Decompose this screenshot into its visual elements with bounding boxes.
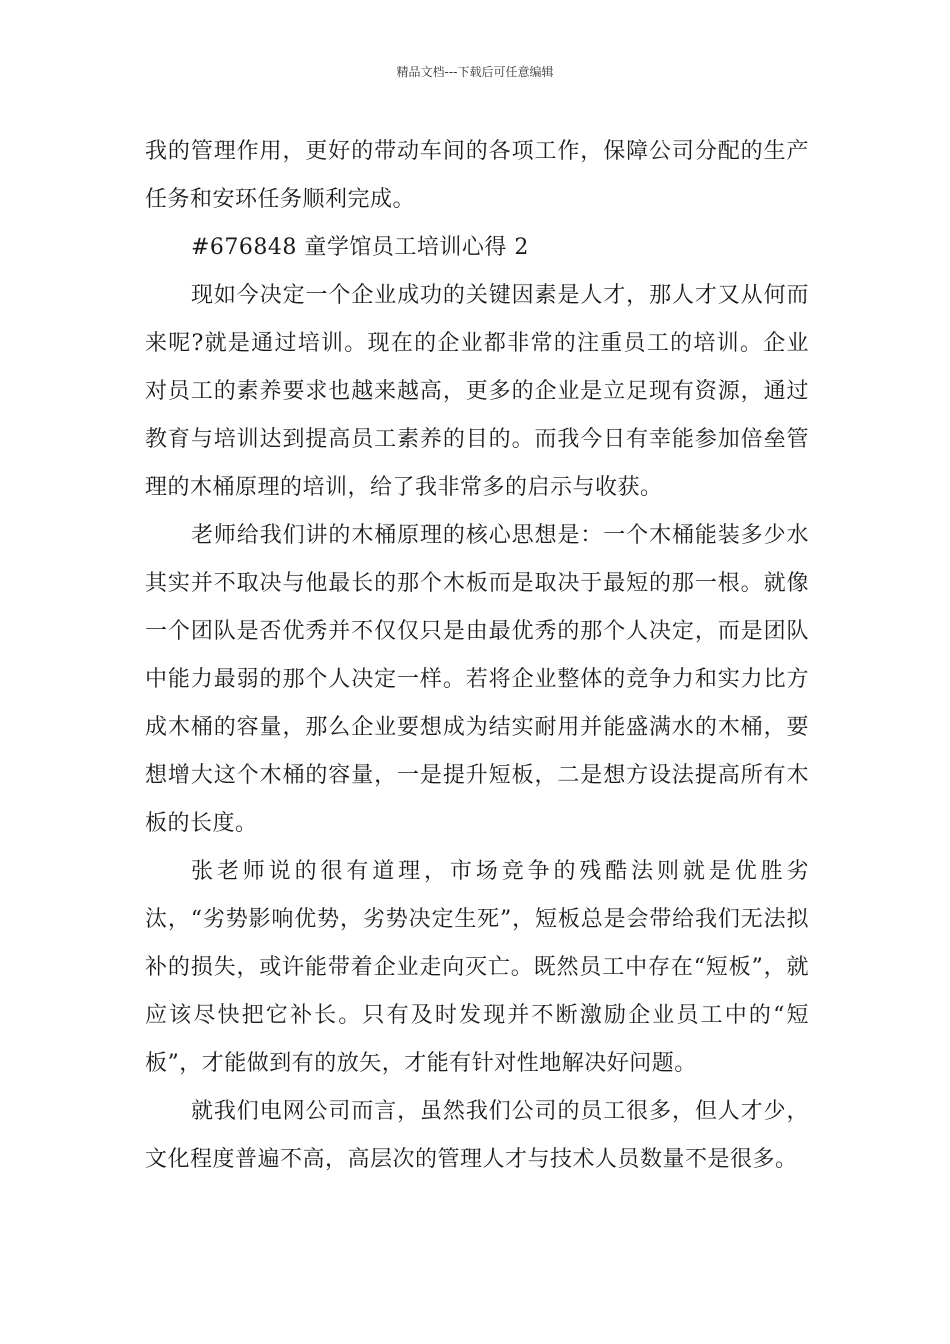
paragraph: 老师给我们讲的木桶原理的核心思想是：一个木桶能装多少水其实并不取决与他最长的那个木板而是取决于最短的那一根。就像一个团队是否优秀并不仅仅只是由最优秀的那个人决定，而是团队中能力最弱的那个人决定一样。若将企业整体的竞争力和实力比方成木桶的容量，那么企业要想成为结实耐用并能盛满水的木桶，要想增大这个木桶的容量，一是提升短板，二是想方设法提高所有木板的长度。 bbox=[145, 523, 809, 836]
page-header: 精品文档---下载后可任意编辑 bbox=[396, 65, 554, 79]
paragraph: 现如今决定一个企业成功的关键因素是人才，那人才又从何而来呢?就是通过培训。现在的企业都非常的注重员工的培训。企业对员工的素养要求也越来越高，更多的企业是立足现有资源，通过教育与培训达到提高员工素养的目的。而我今日有幸能参加倍垒管理的木桶原理的培训，给了我非常多的启示与收获。 bbox=[145, 283, 809, 500]
paragraph: 张老师说的很有道理，市场竞争的残酷法则就是优胜劣汰，“劣势影响优势，劣势决定生死”，短板总是会带给我们无法拟补的损失，或许能带着企业走向灭亡。既然员工中存在“短板”，就应该尽快把它补长。只有及时发现并不断激励企业员工中的“短板”，才能做到有的放矢，才能有针对性地解决好问题。 bbox=[145, 859, 809, 1076]
document-body bbox=[145, 128, 809, 1184]
section-heading: #676848 童学馆员工培训心得 2 bbox=[191, 235, 529, 260]
paragraph: 就我们电网公司而言，虽然我们公司的员工很多，但人才少，文化程度普遍不高，高层次的管理人才与技术人员数量不是很多。 bbox=[145, 1099, 809, 1172]
paragraph-continuation: 我的管理作用，更好的带动车间的各项工作，保障公司分配的生产任务和安环任务顺利完成。 bbox=[145, 139, 809, 212]
